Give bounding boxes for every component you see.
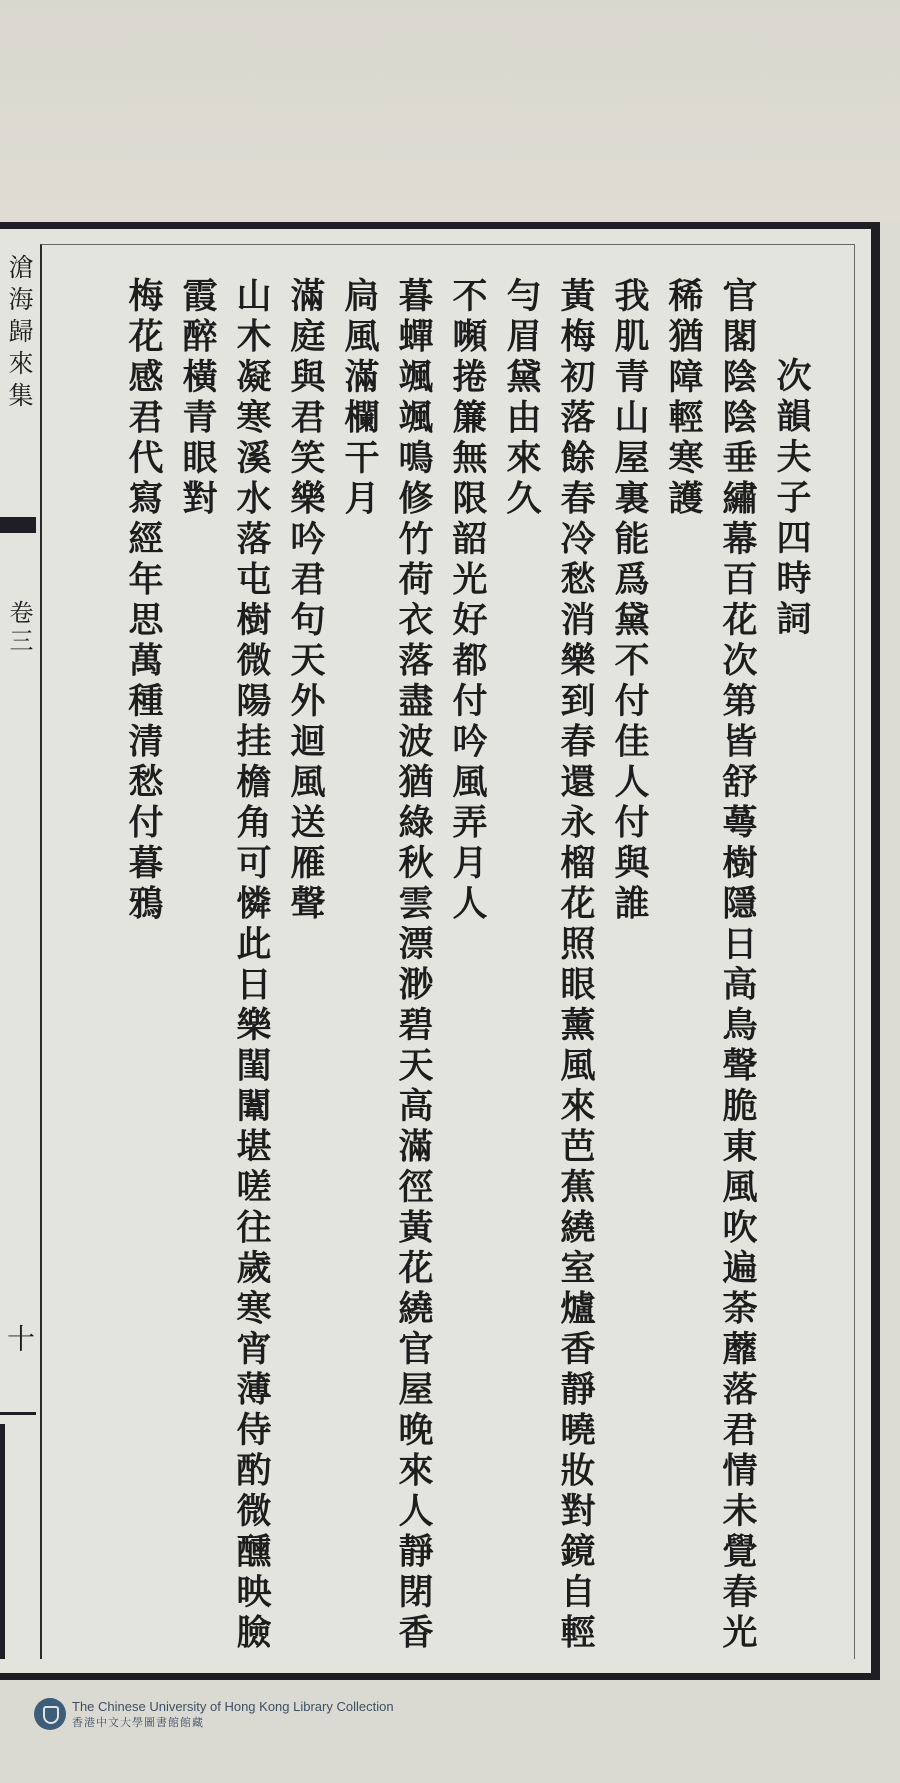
text-line: 黃梅初落餘春冷愁消樂到春還永榴花照眼薰風來芭蕉繞室爐香靜曉妝對鏡自輕勻眉黛由來久: [501, 277, 596, 1654]
watermark-chinese: 香港中文大學圖書館館藏: [72, 1715, 204, 1729]
watermark-english: The Chinese University of Hong Kong Library Collection: [72, 1698, 394, 1714]
poem-text: [116, 277, 818, 1659]
library-logo-icon: [34, 1698, 66, 1730]
text-line: 我肌青山屋裏能爲黛不付佳人付與誰: [609, 277, 650, 925]
text-line: 梅花感君代寫經年思萬種清愁付暮鴉: [123, 277, 164, 925]
text-line: 滿庭與君笑樂吟君句天外迴風送雁聲: [285, 277, 326, 925]
volume-label: 卷三: [5, 600, 33, 656]
text-line: 山木凝寒溪水落屯樹微陽挂檐角可憐此日樂閨闈堪嗟往歲寒宵薄侍酌微醺映臉霞醉橫青眼對: [177, 277, 272, 1654]
fold-margin-column: [0, 244, 38, 1659]
poem-title: 次韻夫子四時詞: [771, 357, 812, 641]
text-area: [40, 244, 855, 1659]
paper-bottom-margin: [0, 1680, 900, 1783]
text-line: 不嚬捲簾無限韶光好都付吟風弄月人: [447, 277, 488, 925]
margin-divider: [0, 1412, 36, 1415]
book-title: 滄海歸來集: [5, 254, 34, 414]
page-number: 十: [3, 1324, 36, 1352]
text-line: 官閣陰陰垂繡幕百花次第皆舒蕚樹隱日高鳥聲脆東風吹遍荼蘼落君情未覺春光稀猶障輕寒護: [663, 277, 758, 1654]
library-watermark: [34, 1697, 394, 1731]
margin-side-rule: [0, 1424, 5, 1659]
text-line: 暮蟬颯颯鳴修竹荷衣落盡波猶綠秋雲漂渺碧天高滿徑黃花繞官屋晚來人靜閉香扃風滿欄干月: [339, 277, 434, 1654]
paper-top-margin: [0, 0, 900, 222]
page-frame: [0, 222, 880, 1680]
fishtail-mark: [0, 517, 36, 533]
